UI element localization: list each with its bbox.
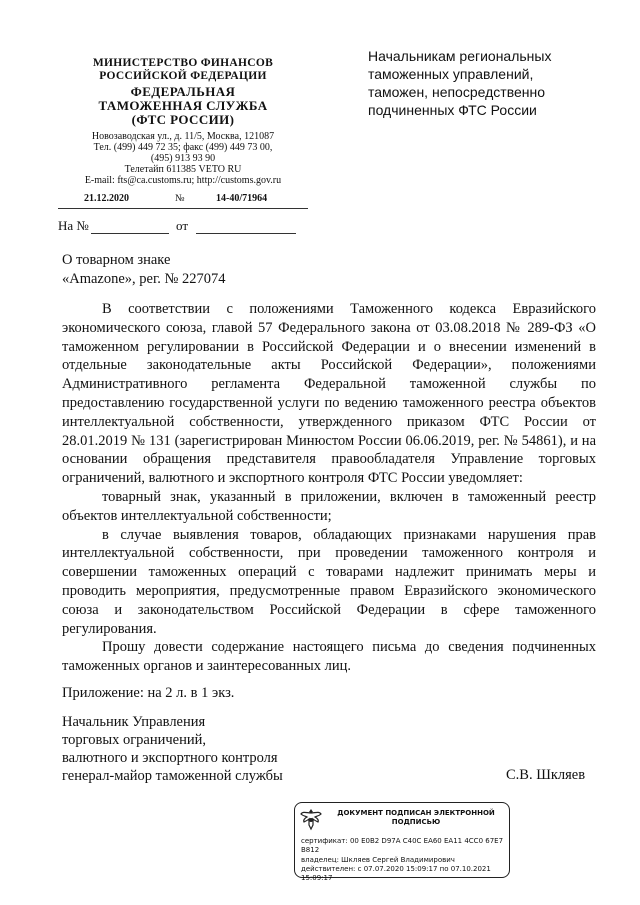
ministry-line: РОССИЙСКОЙ ФЕДЕРАЦИИ xyxy=(99,70,267,82)
body-paragraph: товарный знак, указанный в приложении, включен в таможенный реестр объектов интеллектуальной собственности; xyxy=(62,488,596,524)
from-label: от xyxy=(176,218,189,233)
signatory-name: С.В. Шкляев xyxy=(506,767,586,783)
addressee-line: подчиненных ФТС России xyxy=(368,102,537,118)
subject xyxy=(62,251,226,289)
addressee xyxy=(368,47,598,119)
reference-line xyxy=(58,218,308,234)
reference-blank xyxy=(91,233,169,234)
signatory-title xyxy=(62,713,283,785)
certificate-line-cont: B812 xyxy=(301,846,320,854)
body-paragraph: В соответствии с положениями Таможенного кодекса Евразийского экономического союза, главой 57 Федерального закона от 03.08.2018 № 289-ФЗ «О таможенном регулировании в Российской Федерации и о внесении изменений в отдельные законодательные акты Российской Федерации», положениями Административного регламента Федеральной таможенной службы по предоставлению государственной услуги по ведению таможенного реестра объектов интеллектуальной собственности, утвержденного приказом ФТС России от 28.01.2019 № 131 (зарегистрирован Минюстом России 06.06.2019, рег. № 54861), и на основании обращения представителя правообладателя Управление торговых ограничений, валютного и экспортного контроля ФТС России уведомляет: xyxy=(62,301,596,487)
signatory-line: Начальник Управления xyxy=(62,714,206,730)
stamp-title-line: ПОДПИСЬЮ xyxy=(391,818,441,826)
signatory-line: генерал-майор таможенной службы xyxy=(62,768,283,784)
teletype-line: Телетайп 611385 VETO RU xyxy=(124,164,242,175)
contact-block xyxy=(58,131,308,186)
from-blank xyxy=(196,233,296,234)
signatory-line: торговых ограничений, xyxy=(62,732,206,748)
service-line: ТАМОЖЕННАЯ СЛУЖБА xyxy=(98,98,268,113)
document-number: 14-40/71964 xyxy=(216,193,268,204)
eagle-emblem-icon xyxy=(300,807,322,831)
body-paragraph: Прошу довести содержание настоящего письма до сведения подчиненных таможенных органов и заинтересованных лиц. xyxy=(62,639,596,675)
date-underline xyxy=(58,208,308,209)
phone-line: (495) 913 93 90 xyxy=(150,153,216,164)
phone-line: Тел. (499) 449 72 35; факс (499) 449 73 00, xyxy=(93,142,273,153)
signatory-line: валютного и экспортного контроля xyxy=(62,750,278,766)
email-line: E-mail: fts@ca.customs.ru; http://customs.gov.ru xyxy=(84,175,282,186)
address-line: Новозаводская ул., д. 11/5, Москва, 121087 xyxy=(91,131,275,142)
ministry-line: МИНИСТЕРСТВО ФИНАНСОВ xyxy=(92,57,274,69)
letter-body xyxy=(62,300,596,676)
addressee-line: Начальникам региональных xyxy=(368,48,552,64)
stamp-title-line: ДОКУМЕНТ ПОДПИСАН ЭЛЕКТРОННОЙ xyxy=(337,809,495,817)
service-name xyxy=(58,85,308,127)
validity-line: действителен: с 07.07.2020 15:09:17 по 07.10.2021 15:09:17 xyxy=(301,865,491,882)
document-date: 21.12.2020 xyxy=(84,193,129,204)
stamp-title xyxy=(327,809,505,827)
reference-label: На № xyxy=(58,218,89,233)
attachment-note: Приложение: на 2 л. в 1 экз. xyxy=(62,685,235,701)
certificate-line: сертификат: 00 E0B2 D97A C40C EA60 EA11 4CC0 67E7 xyxy=(301,837,504,845)
service-line: (ФТС РОССИИ) xyxy=(131,112,235,127)
subject-line: О товарном знаке xyxy=(62,252,171,268)
owner-line: владелец: Шкляев Сергей Владимирович xyxy=(301,856,455,864)
subject-line: «Amazone», рег. № 227074 xyxy=(62,271,226,287)
service-line: ФЕДЕРАЛЬНАЯ xyxy=(130,84,236,99)
addressee-line: таможенных управлений, xyxy=(368,66,534,82)
number-sign: № xyxy=(175,193,185,204)
addressee-line: таможен, непосредственно xyxy=(368,84,546,100)
e-signature-stamp xyxy=(294,802,510,882)
ministry-name xyxy=(58,57,308,83)
body-paragraph: в случае выявления товаров, обладающих признаками нарушения прав интеллектуальной собственности, при проведении таможенного контроля и совершении таможенных операций с товарами надлежит принимать меры и проводить мероприятия, предусмотренные правом Евразийского экономического союза и законодательством Российской Федерации в сфере таможенного регулирования. xyxy=(62,526,596,637)
